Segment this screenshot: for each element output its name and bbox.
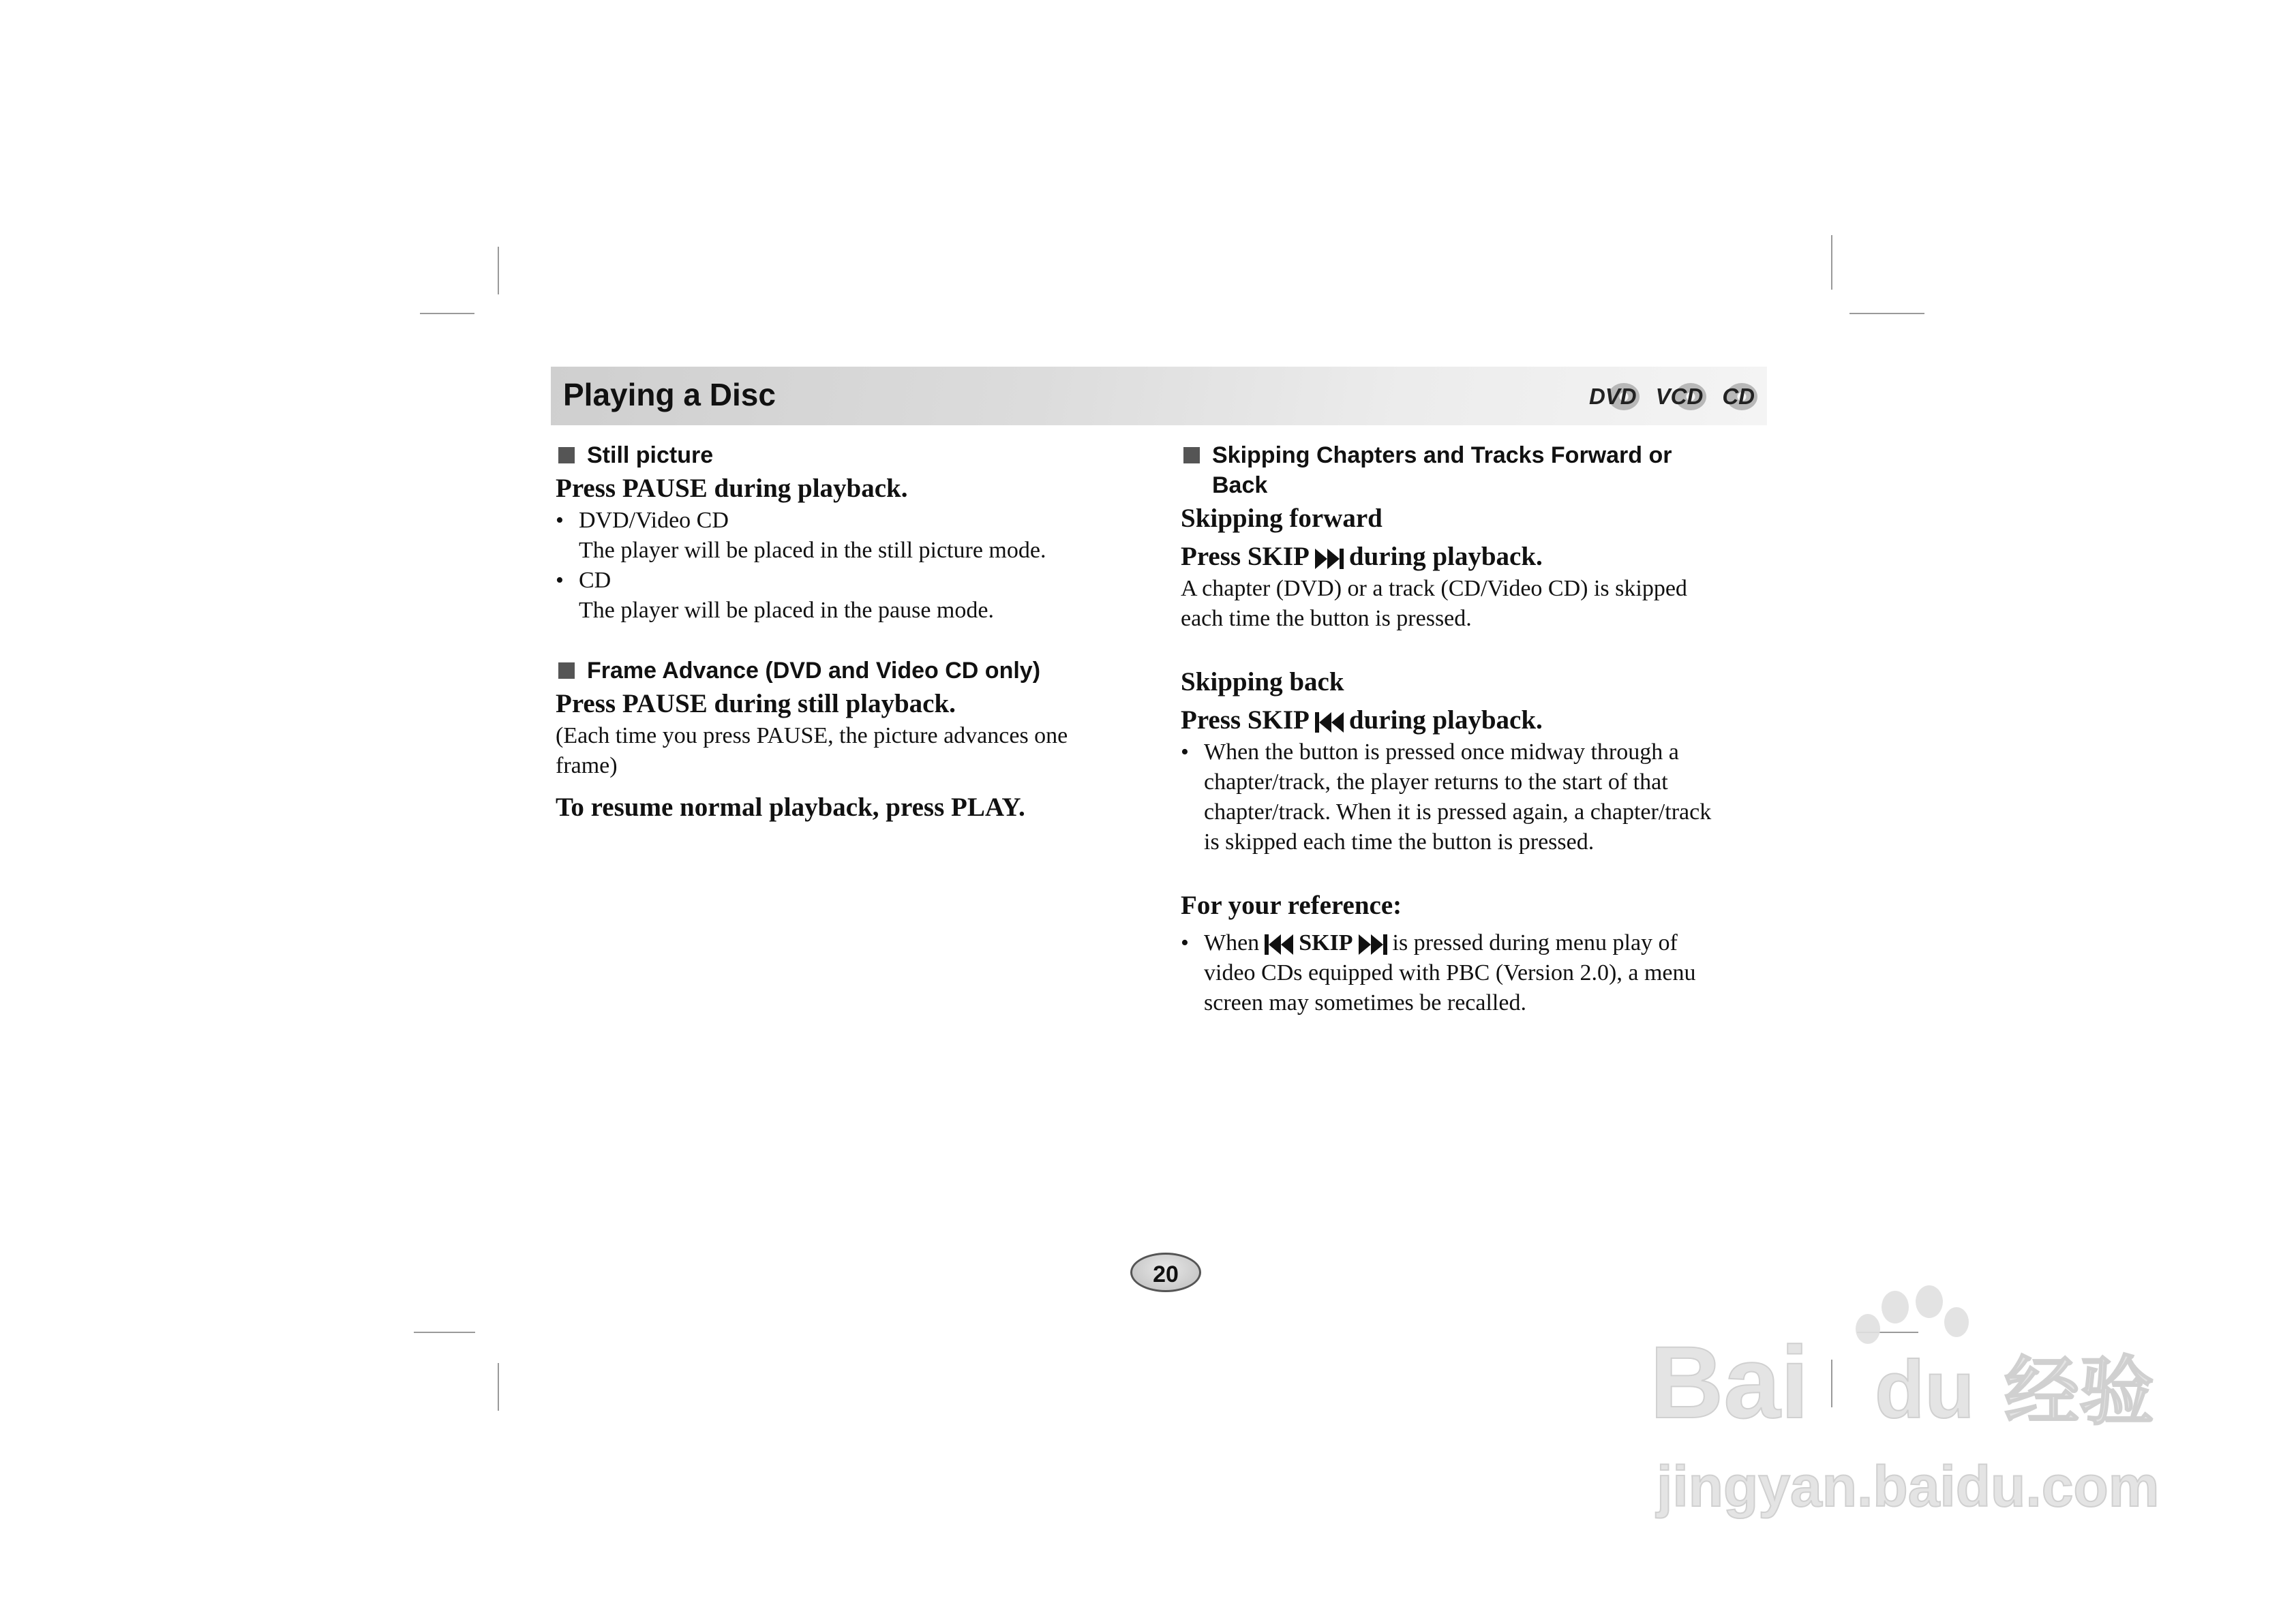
left-column bbox=[556, 440, 1128, 825]
skip-back-instruction: Press SKIP during playback. bbox=[1181, 705, 1543, 735]
skip-previous-icon bbox=[1263, 933, 1295, 956]
crop-mark bbox=[1849, 313, 1924, 314]
right-column bbox=[1181, 440, 1767, 1018]
square-bullet-icon bbox=[558, 662, 575, 679]
frame-note: (Each time you press PAUSE, the picture advances one bbox=[556, 723, 1068, 748]
list-item-text: The player will be placed in the still picture mode. bbox=[579, 538, 1046, 563]
cd-badge: CD bbox=[1722, 380, 1755, 413]
still-instruction: Press PAUSE during playback. bbox=[556, 474, 908, 503]
skipping-back-title: Skipping back bbox=[1181, 667, 1344, 697]
crop-mark bbox=[1831, 235, 1832, 290]
dvd-badge: DVD bbox=[1589, 380, 1637, 413]
crop-mark bbox=[420, 313, 474, 314]
list-item: • CD bbox=[556, 568, 611, 593]
reference-title: For your reference: bbox=[1181, 891, 1402, 920]
vcd-badge: VCD bbox=[1656, 380, 1704, 413]
forward-description: each time the button is pressed. bbox=[1181, 606, 1472, 631]
crop-mark bbox=[498, 1363, 499, 1411]
crop-mark bbox=[414, 1332, 475, 1333]
skip-next-icon bbox=[1357, 933, 1389, 956]
skip-previous-icon bbox=[1314, 711, 1345, 734]
square-bullet-icon bbox=[558, 447, 575, 463]
disc-badges bbox=[1589, 380, 1755, 413]
frame-advance-heading: Frame Advance (DVD and Video CD only) bbox=[556, 656, 1128, 686]
watermark-brand-cn: 经验 bbox=[2004, 1348, 2154, 1435]
watermark-brand: Bai bbox=[1650, 1325, 1809, 1439]
list-item: • DVD/Video CD bbox=[556, 508, 729, 533]
list-item: • When the button is pressed once midway through a chapter/track, the player returns to the start of that chapter/track. When it is pressed again, a chapter/track is skipped each time the button is pressed. bbox=[1181, 739, 1712, 855]
watermark-url: jingyan.baidu.com bbox=[1657, 1454, 2160, 1518]
crop-mark bbox=[498, 247, 499, 294]
resume-instruction: To resume normal playback, press PLAY. bbox=[556, 793, 1025, 822]
watermark-brand-du: du bbox=[1875, 1344, 1975, 1435]
skip-next-icon bbox=[1314, 547, 1345, 570]
page-number: 20 bbox=[1130, 1253, 1201, 1292]
page-title: Playing a Disc bbox=[563, 377, 776, 412]
skipping-heading: Skipping Chapters and Tracks Forward or Back bbox=[1181, 440, 1767, 500]
still-picture-heading: Still picture bbox=[556, 440, 1128, 470]
list-item: • When SKIP is pressed during menu play of video CDs equipped with PBC (Version 2.0), a menu screen may sometimes be recalled. bbox=[1181, 930, 1696, 1015]
square-bullet-icon bbox=[1183, 447, 1200, 463]
frame-instruction: Press PAUSE during still playback. bbox=[556, 689, 956, 718]
list-item-text: The player will be placed in the pause mode. bbox=[579, 598, 994, 623]
section-header bbox=[551, 367, 1767, 425]
baidu-watermark bbox=[1650, 1281, 2195, 1554]
skipping-forward-title: Skipping forward bbox=[1181, 504, 1383, 533]
skip-forward-instruction: Press SKIP during playback. bbox=[1181, 542, 1543, 571]
frame-note: frame) bbox=[556, 753, 618, 778]
forward-description: A chapter (DVD) or a track (CD/Video CD) is skipped bbox=[1181, 576, 1687, 601]
